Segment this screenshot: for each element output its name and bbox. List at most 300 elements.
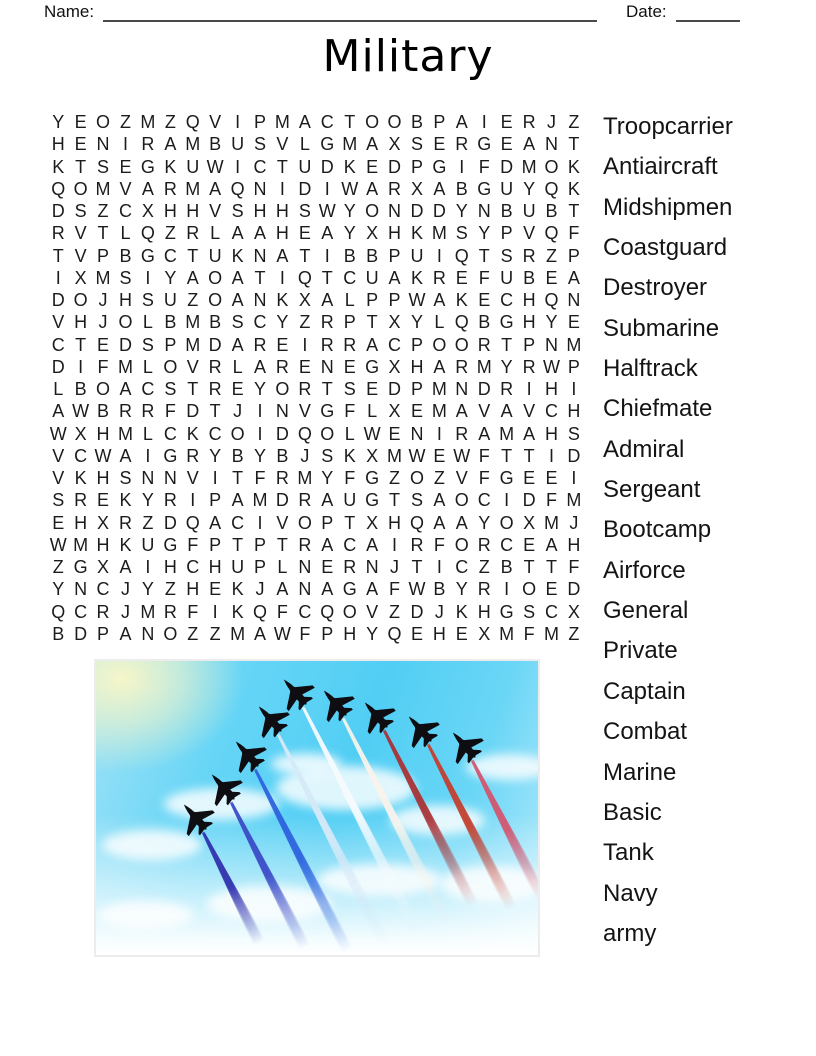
grid-cell[interactable]: E <box>321 557 334 577</box>
grid-cell[interactable]: R <box>118 401 132 422</box>
grid-cell[interactable]: I <box>212 468 218 488</box>
grid-cell[interactable]: M <box>117 356 133 377</box>
grid-cell[interactable]: N <box>544 134 558 155</box>
grid-cell[interactable]: B <box>52 623 65 644</box>
grid-cell[interactable]: B <box>209 312 222 333</box>
grid-cell[interactable]: Y <box>455 579 468 600</box>
grid-cell[interactable]: Q <box>51 178 66 199</box>
grid-cell[interactable]: L <box>53 379 64 399</box>
grid-cell[interactable]: R <box>186 223 200 244</box>
grid-cell[interactable]: E <box>455 267 468 288</box>
grid-cell[interactable]: M <box>543 623 559 644</box>
grid-cell[interactable]: E <box>298 223 311 244</box>
grid-cell[interactable]: D <box>522 490 536 511</box>
grid-cell[interactable]: F <box>344 401 356 422</box>
grid-cell[interactable]: T <box>232 468 244 488</box>
grid-cell[interactable]: Q <box>454 312 469 333</box>
grid-cell[interactable]: P <box>388 290 401 310</box>
grid-cell[interactable]: Y <box>523 178 536 199</box>
grid-cell[interactable]: W <box>206 156 224 177</box>
grid-cell[interactable]: A <box>433 356 446 377</box>
grid-cell[interactable]: R <box>186 445 200 466</box>
grid-cell[interactable]: P <box>523 334 536 355</box>
grid-cell[interactable]: S <box>231 312 244 333</box>
grid-cell[interactable]: I <box>392 534 398 555</box>
grid-cell[interactable]: O <box>96 379 111 399</box>
grid-cell[interactable]: P <box>567 356 580 377</box>
grid-cell[interactable]: P <box>321 512 334 533</box>
grid-cell[interactable]: Z <box>187 623 199 644</box>
grid-cell[interactable]: U <box>231 134 245 155</box>
grid-cell[interactable]: K <box>231 245 244 266</box>
grid-cell[interactable]: Z <box>52 557 64 577</box>
grid-cell[interactable]: S <box>231 201 244 221</box>
grid-cell[interactable]: V <box>276 512 289 533</box>
grid-cell[interactable]: R <box>410 534 424 555</box>
grid-cell[interactable]: R <box>477 334 491 355</box>
grid-cell[interactable]: Z <box>119 112 131 132</box>
grid-cell[interactable]: T <box>523 445 535 466</box>
grid-cell[interactable]: W <box>49 423 67 444</box>
grid-cell[interactable]: C <box>186 557 200 577</box>
date-fill-line[interactable] <box>676 1 740 22</box>
grid-cell[interactable]: B <box>523 267 536 288</box>
grid-cell[interactable]: O <box>454 490 469 511</box>
grid-cell[interactable]: E <box>545 579 558 600</box>
grid-cell[interactable]: W <box>542 356 560 377</box>
grid-cell[interactable]: Z <box>142 512 154 533</box>
grid-cell[interactable]: U <box>500 178 514 199</box>
grid-cell[interactable]: C <box>388 334 402 355</box>
grid-cell[interactable]: R <box>298 490 312 511</box>
grid-cell[interactable]: M <box>431 379 447 399</box>
grid-cell[interactable]: O <box>544 156 559 177</box>
grid-cell[interactable]: A <box>119 623 132 644</box>
grid-cell[interactable]: A <box>254 623 267 644</box>
grid-cell[interactable]: V <box>186 356 199 377</box>
grid-cell[interactable]: I <box>504 490 510 511</box>
grid-cell[interactable]: J <box>300 445 310 466</box>
grid-cell[interactable]: D <box>410 201 424 221</box>
grid-cell[interactable]: D <box>186 401 200 422</box>
grid-cell[interactable]: B <box>74 379 87 399</box>
grid-cell[interactable]: Y <box>321 468 334 488</box>
grid-cell[interactable]: D <box>320 156 334 177</box>
grid-cell[interactable]: Z <box>187 290 199 310</box>
grid-cell[interactable]: I <box>548 445 554 466</box>
grid-cell[interactable]: R <box>141 134 155 155</box>
grid-cell[interactable]: A <box>119 379 132 399</box>
grid-cell[interactable]: P <box>321 623 334 644</box>
grid-cell[interactable]: E <box>500 112 513 132</box>
grid-cell[interactable]: E <box>523 468 536 488</box>
grid-cell[interactable]: V <box>209 112 222 132</box>
grid-cell[interactable]: V <box>209 201 222 221</box>
grid-cell[interactable]: C <box>544 601 558 622</box>
grid-cell[interactable]: S <box>343 379 356 399</box>
grid-cell[interactable]: N <box>275 401 289 422</box>
grid-cell[interactable]: F <box>545 490 557 511</box>
grid-cell[interactable]: B <box>343 245 356 266</box>
grid-cell[interactable]: S <box>410 134 423 155</box>
grid-cell[interactable]: A <box>231 490 244 511</box>
grid-cell[interactable]: M <box>185 134 201 155</box>
grid-cell[interactable]: Q <box>297 267 312 288</box>
grid-cell[interactable]: Y <box>141 490 154 511</box>
grid-cell[interactable]: P <box>164 334 177 355</box>
grid-cell[interactable]: H <box>275 201 289 221</box>
grid-cell[interactable]: Q <box>51 601 66 622</box>
grid-cell[interactable]: A <box>276 579 289 600</box>
grid-cell[interactable]: X <box>74 267 87 288</box>
grid-cell[interactable]: R <box>163 178 177 199</box>
grid-cell[interactable]: J <box>98 312 108 333</box>
grid-cell[interactable]: E <box>97 334 110 355</box>
grid-cell[interactable]: G <box>163 445 178 466</box>
grid-cell[interactable]: F <box>164 401 176 422</box>
grid-cell[interactable]: U <box>298 156 312 177</box>
grid-cell[interactable]: R <box>343 557 357 577</box>
grid-cell[interactable]: G <box>477 134 492 155</box>
grid-cell[interactable]: C <box>500 290 514 310</box>
grid-cell[interactable]: U <box>208 245 222 266</box>
grid-cell[interactable]: N <box>96 134 110 155</box>
grid-cell[interactable]: R <box>96 601 110 622</box>
grid-cell[interactable]: T <box>411 557 423 577</box>
grid-cell[interactable]: A <box>298 112 311 132</box>
grid-cell[interactable]: J <box>120 601 130 622</box>
grid-cell[interactable]: E <box>74 112 87 132</box>
grid-cell[interactable]: V <box>186 468 199 488</box>
grid-cell[interactable]: D <box>51 290 65 310</box>
grid-cell[interactable]: U <box>500 267 514 288</box>
grid-cell[interactable]: A <box>141 178 154 199</box>
grid-cell[interactable]: O <box>320 423 335 444</box>
grid-cell[interactable]: K <box>567 178 580 199</box>
grid-cell[interactable]: I <box>436 245 442 266</box>
grid-cell[interactable]: S <box>97 156 110 177</box>
grid-cell[interactable]: E <box>455 623 468 644</box>
grid-cell[interactable]: T <box>366 312 378 333</box>
grid-cell[interactable]: C <box>74 601 88 622</box>
grid-cell[interactable]: K <box>276 290 289 310</box>
grid-cell[interactable]: N <box>298 557 312 577</box>
grid-cell[interactable]: I <box>235 112 241 132</box>
grid-cell[interactable]: B <box>433 579 446 600</box>
grid-cell[interactable]: B <box>366 245 379 266</box>
grid-cell[interactable]: T <box>545 557 557 577</box>
grid-cell[interactable]: I <box>526 379 532 399</box>
grid-cell[interactable]: U <box>186 156 200 177</box>
grid-cell[interactable]: R <box>275 356 289 377</box>
grid-cell[interactable]: Y <box>478 223 491 244</box>
grid-cell[interactable]: R <box>455 134 469 155</box>
grid-cell[interactable]: H <box>388 223 402 244</box>
grid-cell[interactable]: Y <box>500 356 513 377</box>
grid-cell[interactable]: C <box>500 534 514 555</box>
grid-cell[interactable]: S <box>321 445 334 466</box>
grid-cell[interactable]: M <box>185 178 201 199</box>
grid-cell[interactable]: H <box>544 423 558 444</box>
grid-cell[interactable]: X <box>388 401 401 422</box>
grid-cell[interactable]: A <box>433 178 446 199</box>
grid-cell[interactable]: R <box>455 423 469 444</box>
grid-cell[interactable]: S <box>298 201 311 221</box>
grid-cell[interactable]: A <box>478 423 491 444</box>
grid-cell[interactable]: D <box>567 579 581 600</box>
grid-cell[interactable]: C <box>163 423 177 444</box>
grid-cell[interactable]: N <box>365 557 379 577</box>
grid-cell[interactable]: H <box>186 201 200 221</box>
grid-cell[interactable]: E <box>366 156 379 177</box>
grid-cell[interactable]: T <box>501 334 513 355</box>
grid-cell[interactable]: I <box>481 112 487 132</box>
grid-cell[interactable]: A <box>545 534 558 555</box>
grid-cell[interactable]: Y <box>545 312 558 333</box>
grid-cell[interactable]: O <box>387 112 402 132</box>
grid-cell[interactable]: K <box>74 468 87 488</box>
grid-cell[interactable]: E <box>410 623 423 644</box>
grid-cell[interactable]: M <box>185 334 201 355</box>
grid-cell[interactable]: A <box>209 178 222 199</box>
grid-cell[interactable]: B <box>119 245 132 266</box>
grid-cell[interactable]: E <box>433 134 446 155</box>
grid-cell[interactable]: E <box>97 490 110 511</box>
grid-cell[interactable]: B <box>500 201 513 221</box>
grid-cell[interactable]: A <box>231 290 244 310</box>
grid-cell[interactable]: Z <box>389 468 401 488</box>
grid-cell[interactable]: H <box>567 401 581 422</box>
grid-cell[interactable]: H <box>432 623 446 644</box>
grid-cell[interactable]: N <box>477 201 491 221</box>
grid-cell[interactable]: P <box>410 156 423 177</box>
grid-cell[interactable]: S <box>523 601 536 622</box>
grid-cell[interactable]: O <box>118 312 133 333</box>
grid-cell[interactable]: I <box>571 468 577 488</box>
grid-cell[interactable]: B <box>500 557 513 577</box>
grid-cell[interactable]: G <box>320 401 335 422</box>
grid-cell[interactable]: X <box>366 512 379 533</box>
grid-cell[interactable]: G <box>320 134 335 155</box>
grid-cell[interactable]: S <box>74 201 87 221</box>
grid-cell[interactable]: F <box>187 534 199 555</box>
grid-cell[interactable]: I <box>145 267 151 288</box>
grid-cell[interactable]: A <box>433 512 446 533</box>
grid-cell[interactable]: I <box>145 557 151 577</box>
grid-cell[interactable]: I <box>190 490 196 511</box>
grid-cell[interactable]: M <box>230 623 246 644</box>
grid-cell[interactable]: C <box>253 156 267 177</box>
grid-cell[interactable]: M <box>117 423 133 444</box>
grid-cell[interactable]: I <box>302 334 308 355</box>
grid-cell[interactable]: R <box>163 490 177 511</box>
grid-cell[interactable]: S <box>52 490 65 511</box>
grid-cell[interactable]: V <box>366 601 379 622</box>
grid-cell[interactable]: A <box>366 579 379 600</box>
grid-cell[interactable]: A <box>321 223 334 244</box>
grid-cell[interactable]: J <box>390 557 400 577</box>
grid-cell[interactable]: W <box>453 445 471 466</box>
grid-cell[interactable]: L <box>367 401 378 422</box>
grid-cell[interactable]: S <box>119 267 132 288</box>
grid-cell[interactable]: Z <box>568 623 580 644</box>
grid-cell[interactable]: H <box>74 512 88 533</box>
grid-cell[interactable]: R <box>320 334 334 355</box>
grid-cell[interactable]: I <box>436 423 442 444</box>
grid-cell[interactable]: P <box>209 490 222 511</box>
grid-cell[interactable]: C <box>118 201 132 221</box>
grid-cell[interactable]: I <box>122 134 128 155</box>
grid-cell[interactable]: V <box>52 312 65 333</box>
grid-cell[interactable]: T <box>344 112 356 132</box>
grid-cell[interactable]: M <box>185 312 201 333</box>
grid-cell[interactable]: A <box>366 534 379 555</box>
grid-cell[interactable]: A <box>231 334 244 355</box>
grid-cell[interactable]: I <box>55 267 61 288</box>
grid-cell[interactable]: D <box>275 423 289 444</box>
grid-cell[interactable]: C <box>141 379 155 399</box>
grid-cell[interactable]: R <box>320 312 334 333</box>
grid-cell[interactable]: Q <box>409 512 424 533</box>
grid-cell[interactable]: Z <box>478 557 490 577</box>
grid-cell[interactable]: C <box>74 445 88 466</box>
grid-cell[interactable]: D <box>51 201 65 221</box>
grid-cell[interactable]: D <box>388 156 402 177</box>
grid-cell[interactable]: H <box>275 223 289 244</box>
grid-cell[interactable]: C <box>298 601 312 622</box>
grid-cell[interactable]: J <box>569 512 579 533</box>
grid-cell[interactable]: E <box>410 401 423 422</box>
grid-cell[interactable]: P <box>433 112 446 132</box>
grid-cell[interactable]: P <box>254 112 267 132</box>
grid-cell[interactable]: S <box>141 334 154 355</box>
grid-cell[interactable]: F <box>568 557 580 577</box>
grid-cell[interactable]: Y <box>343 201 356 221</box>
grid-cell[interactable]: V <box>74 245 87 266</box>
grid-cell[interactable]: K <box>164 156 177 177</box>
grid-cell[interactable]: Z <box>389 601 401 622</box>
grid-cell[interactable]: I <box>459 156 465 177</box>
grid-cell[interactable]: K <box>410 267 423 288</box>
grid-cell[interactable]: R <box>208 356 222 377</box>
grid-cell[interactable]: N <box>567 290 581 310</box>
grid-cell[interactable]: E <box>500 134 513 155</box>
grid-cell[interactable]: L <box>299 134 310 155</box>
grid-cell[interactable]: T <box>276 534 288 555</box>
grid-cell[interactable]: T <box>389 490 401 511</box>
grid-cell[interactable]: A <box>433 290 446 310</box>
grid-cell[interactable]: Q <box>387 623 402 644</box>
grid-cell[interactable]: E <box>209 579 222 600</box>
grid-cell[interactable]: U <box>141 534 155 555</box>
grid-cell[interactable]: X <box>567 601 580 622</box>
grid-cell[interactable]: H <box>567 534 581 555</box>
grid-cell[interactable]: Q <box>140 223 155 244</box>
grid-cell[interactable]: N <box>544 334 558 355</box>
grid-cell[interactable]: F <box>478 445 490 466</box>
grid-cell[interactable]: Y <box>478 512 491 533</box>
grid-cell[interactable]: M <box>297 468 313 488</box>
grid-cell[interactable]: A <box>321 290 334 310</box>
grid-cell[interactable]: R <box>500 379 514 399</box>
grid-cell[interactable]: P <box>567 245 580 266</box>
grid-cell[interactable]: N <box>388 201 402 221</box>
grid-cell[interactable]: O <box>96 112 111 132</box>
grid-cell[interactable]: M <box>73 534 89 555</box>
grid-cell[interactable]: X <box>74 423 87 444</box>
grid-cell[interactable]: W <box>408 445 426 466</box>
grid-cell[interactable]: A <box>567 267 580 288</box>
grid-cell[interactable]: Y <box>455 201 468 221</box>
grid-cell[interactable]: Y <box>164 267 177 288</box>
grid-cell[interactable]: V <box>119 178 132 199</box>
grid-cell[interactable]: H <box>163 201 177 221</box>
grid-cell[interactable]: G <box>432 156 447 177</box>
grid-cell[interactable]: D <box>51 356 65 377</box>
grid-cell[interactable]: T <box>209 401 221 422</box>
grid-cell[interactable]: S <box>119 468 132 488</box>
grid-cell[interactable]: E <box>545 468 558 488</box>
grid-cell[interactable]: G <box>140 156 155 177</box>
grid-cell[interactable]: F <box>478 267 490 288</box>
grid-cell[interactable]: P <box>209 534 222 555</box>
grid-cell[interactable]: R <box>141 401 155 422</box>
grid-cell[interactable]: Z <box>299 312 311 333</box>
grid-cell[interactable]: T <box>568 134 580 155</box>
grid-cell[interactable]: Q <box>253 601 268 622</box>
grid-cell[interactable]: U <box>410 245 424 266</box>
grid-cell[interactable]: O <box>342 601 357 622</box>
grid-cell[interactable]: S <box>254 134 267 155</box>
grid-cell[interactable]: C <box>455 557 469 577</box>
grid-cell[interactable]: B <box>231 445 244 466</box>
grid-cell[interactable]: L <box>344 423 355 444</box>
grid-cell[interactable]: A <box>366 178 379 199</box>
grid-cell[interactable]: S <box>141 290 154 310</box>
grid-cell[interactable]: M <box>140 601 156 622</box>
grid-cell[interactable]: E <box>478 290 491 310</box>
grid-cell[interactable]: O <box>454 334 469 355</box>
grid-cell[interactable]: F <box>389 579 401 600</box>
grid-cell[interactable]: L <box>434 312 445 333</box>
grid-cell[interactable]: W <box>341 178 359 199</box>
grid-cell[interactable]: O <box>73 290 88 310</box>
grid-cell[interactable]: Q <box>185 512 200 533</box>
grid-cell[interactable]: G <box>499 601 514 622</box>
grid-cell[interactable]: L <box>142 423 153 444</box>
grid-cell[interactable]: T <box>321 267 333 288</box>
grid-cell[interactable]: A <box>366 334 379 355</box>
grid-cell[interactable]: J <box>120 579 130 600</box>
grid-cell[interactable]: X <box>97 512 110 533</box>
grid-cell[interactable]: Z <box>209 623 221 644</box>
grid-cell[interactable]: A <box>119 445 132 466</box>
grid-cell[interactable]: Q <box>185 112 200 132</box>
grid-cell[interactable]: N <box>320 356 334 377</box>
grid-cell[interactable]: E <box>298 356 311 377</box>
grid-cell[interactable]: T <box>344 512 356 533</box>
grid-cell[interactable]: I <box>504 579 510 600</box>
grid-cell[interactable]: Q <box>230 178 245 199</box>
grid-cell[interactable]: H <box>522 312 536 333</box>
grid-cell[interactable]: F <box>276 601 288 622</box>
grid-cell[interactable]: D <box>432 201 446 221</box>
grid-cell[interactable]: R <box>522 356 536 377</box>
grid-cell[interactable]: Z <box>164 579 176 600</box>
grid-cell[interactable]: Y <box>343 223 356 244</box>
grid-cell[interactable]: K <box>231 579 244 600</box>
grid-cell[interactable]: G <box>499 468 514 488</box>
